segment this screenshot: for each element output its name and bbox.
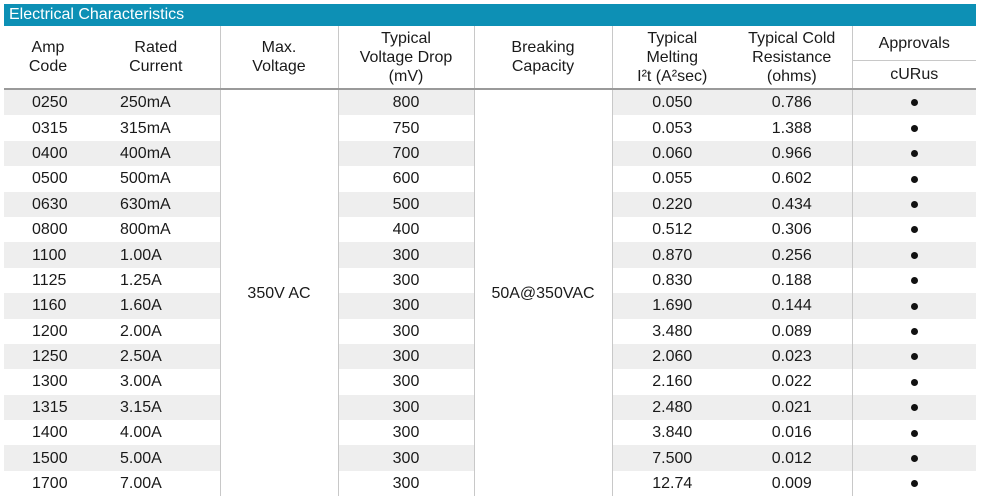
- approval-cell: [852, 268, 976, 293]
- characteristics-table: [4, 26, 976, 496]
- rated-current-cell: 2.00A: [120, 322, 162, 340]
- approval-cell: [852, 242, 976, 267]
- melting-cell: 0.512: [612, 217, 732, 242]
- cold-resistance-cell: 0.012: [732, 445, 852, 470]
- header-cold-resistance-line2: Resistance: [752, 48, 832, 66]
- cold-resistance-cell: 0.786: [732, 89, 852, 115]
- approved-dot-icon: [911, 201, 918, 208]
- header-rated-current-line1: Rated: [134, 39, 178, 56]
- header-rated-current-line2: Current: [129, 58, 183, 75]
- approval-cell: [852, 445, 976, 470]
- header-voltage-drop-line3: (mV): [388, 67, 424, 85]
- amp-code-cell: 1500: [4, 445, 92, 470]
- header-max-voltage-line2: Voltage: [252, 58, 306, 75]
- max-voltage-cell: 350V AC: [220, 89, 338, 496]
- approved-dot-icon: [911, 379, 918, 386]
- rated-current-cell: 1.00A: [92, 242, 220, 267]
- approval-cell: [852, 344, 976, 369]
- voltage-drop-cell: 400: [338, 217, 474, 242]
- rated-current-cell: 800mA: [120, 221, 171, 239]
- cold-resistance-cell: 0.089: [771, 322, 812, 340]
- cold-resistance-cell: 0.602: [771, 170, 812, 188]
- approval-cell: [852, 89, 976, 115]
- cold-resistance-cell: 0.009: [771, 475, 812, 493]
- amp-code-cell: 1315: [4, 395, 92, 420]
- breaking-capacity-cell: 50A@350VAC: [474, 89, 612, 496]
- voltage-drop-cell: 500: [338, 192, 474, 217]
- approved-dot-icon: [911, 430, 918, 437]
- header-max-voltage-line1: Max.: [261, 39, 297, 56]
- approval-cell: [852, 293, 976, 318]
- voltage-drop-cell: 300: [338, 242, 474, 267]
- melting-cell: 2.060: [612, 344, 732, 369]
- amp-code-cell: 0500: [32, 170, 68, 188]
- voltage-drop-cell: 300: [338, 293, 474, 318]
- approved-dot-icon: [911, 303, 918, 310]
- header-breaking-capacity-line1: Breaking: [511, 39, 575, 56]
- header-melting-line3: I²t (A²sec): [637, 67, 708, 85]
- amp-code-cell: 1300: [32, 373, 68, 391]
- amp-code-cell: 1700: [32, 475, 68, 493]
- header-cold-resistance: [732, 26, 852, 89]
- voltage-drop-cell: 300: [338, 445, 474, 470]
- rated-current-cell: 250mA: [92, 89, 220, 115]
- voltage-drop-cell: 700: [338, 141, 474, 166]
- header-breaking-capacity: [474, 26, 612, 89]
- header-approval-agency: cURus: [852, 61, 976, 90]
- cold-resistance-cell: 0.434: [732, 192, 852, 217]
- approved-dot-icon: [911, 277, 918, 284]
- voltage-drop-cell: 300: [338, 420, 474, 445]
- header-cold-resistance-line1: Typical Cold: [748, 29, 836, 47]
- amp-code-cell: 0250: [4, 89, 92, 115]
- approval-cell: [852, 471, 976, 496]
- voltage-drop-cell: 750: [338, 115, 474, 140]
- melting-cell: 0.830: [612, 268, 732, 293]
- melting-cell: 2.480: [612, 395, 732, 420]
- amp-code-cell: 1250: [4, 344, 92, 369]
- cold-resistance-cell: 0.023: [732, 344, 852, 369]
- electrical-characteristics-section: [4, 4, 976, 496]
- approval-cell: [852, 369, 976, 394]
- approved-dot-icon: [911, 328, 918, 335]
- approved-dot-icon: [911, 150, 918, 157]
- voltage-drop-cell: 300: [338, 344, 474, 369]
- header-approvals: Approvals: [852, 26, 976, 61]
- rated-current-cell: 630mA: [92, 192, 220, 217]
- approved-dot-icon: [911, 353, 918, 360]
- amp-code-cell: 0800: [32, 221, 68, 239]
- rated-current-cell: 4.00A: [120, 424, 162, 442]
- melting-cell: 7.500: [612, 445, 732, 470]
- approved-dot-icon: [911, 226, 918, 233]
- cold-resistance-cell: 0.188: [771, 271, 812, 289]
- amp-code-cell: 0630: [4, 192, 92, 217]
- header-max-voltage: [220, 26, 338, 89]
- header-cold-resistance-line3: (ohms): [766, 67, 817, 85]
- approval-cell: [852, 395, 976, 420]
- approved-dot-icon: [911, 176, 918, 183]
- amp-code-cell: 1400: [32, 424, 68, 442]
- header-melting: [612, 26, 732, 89]
- cold-resistance-cell: 1.388: [771, 119, 812, 137]
- cold-resistance-cell: 0.016: [771, 424, 812, 442]
- approved-dot-icon: [911, 125, 918, 132]
- melting-cell: 3.480: [612, 319, 732, 344]
- cold-resistance-cell: 0.966: [732, 141, 852, 166]
- melting-cell: 3.840: [612, 420, 732, 445]
- voltage-drop-cell: 300: [338, 268, 474, 293]
- approval-cell: [852, 420, 976, 445]
- header-voltage-drop: [338, 26, 474, 89]
- amp-code-cell: 0400: [4, 141, 92, 166]
- rated-current-cell: 7.00A: [120, 475, 162, 493]
- amp-code-cell: 1100: [4, 242, 92, 267]
- melting-cell: 0.050: [612, 89, 732, 115]
- melting-cell: 0.220: [612, 192, 732, 217]
- rated-current-cell: 5.00A: [92, 445, 220, 470]
- header-amp-code-line2: Code: [28, 58, 68, 75]
- approval-cell: [852, 115, 976, 140]
- voltage-drop-cell: 600: [338, 166, 474, 191]
- approval-cell: [852, 217, 976, 242]
- header-voltage-drop-line1: Typical: [381, 29, 431, 47]
- header-melting-line2: Melting: [646, 48, 699, 66]
- cold-resistance-cell: 0.022: [771, 373, 812, 391]
- approval-cell: [852, 166, 976, 191]
- voltage-drop-cell: 800: [338, 89, 474, 115]
- header-melting-line1: Typical: [647, 29, 698, 47]
- melting-cell: 1.690: [612, 293, 732, 318]
- voltage-drop-cell: 300: [338, 471, 474, 496]
- rated-current-cell: 1.25A: [120, 271, 162, 289]
- header-breaking-capacity-line2: Capacity: [511, 58, 575, 75]
- approved-dot-icon: [911, 455, 918, 462]
- rated-current-cell: 3.15A: [92, 395, 220, 420]
- table-body: [4, 89, 976, 496]
- cold-resistance-cell: 0.144: [732, 293, 852, 318]
- header-amp-code-line1: Amp: [31, 39, 65, 56]
- section-title: Electrical Characteristics: [4, 4, 976, 26]
- rated-current-cell: 400mA: [92, 141, 220, 166]
- voltage-drop-cell: 300: [338, 319, 474, 344]
- amp-code-cell: 1125: [32, 271, 67, 289]
- header-rated-current: [92, 26, 220, 89]
- rated-current-cell: 3.00A: [120, 373, 162, 391]
- rated-current-cell: 500mA: [120, 170, 171, 188]
- melting-cell: 2.160: [612, 369, 732, 394]
- header-amp-code: [4, 26, 92, 89]
- cold-resistance-cell: 0.256: [732, 242, 852, 267]
- approval-cell: [852, 319, 976, 344]
- rated-current-cell: 1.60A: [92, 293, 220, 318]
- melting-cell: 0.870: [612, 242, 732, 267]
- approved-dot-icon: [911, 99, 918, 106]
- approval-cell: [852, 192, 976, 217]
- melting-cell: 0.053: [612, 115, 732, 140]
- melting-cell: 0.055: [612, 166, 732, 191]
- approved-dot-icon: [911, 480, 918, 487]
- rated-current-cell: 2.50A: [92, 344, 220, 369]
- table-row: [4, 89, 976, 115]
- approved-dot-icon: [911, 252, 918, 259]
- voltage-drop-cell: 300: [338, 395, 474, 420]
- melting-cell: 0.060: [612, 141, 732, 166]
- voltage-drop-cell: 300: [338, 369, 474, 394]
- amp-code-cell: 1160: [4, 293, 92, 318]
- cold-resistance-cell: 0.021: [732, 395, 852, 420]
- approval-cell: [852, 141, 976, 166]
- approved-dot-icon: [911, 404, 918, 411]
- header-voltage-drop-line2: Voltage Drop: [359, 48, 453, 66]
- amp-code-cell: 1200: [32, 322, 68, 340]
- rated-current-cell: 315mA: [120, 119, 171, 137]
- amp-code-cell: 0315: [32, 119, 68, 137]
- melting-cell: 12.74: [612, 471, 732, 496]
- cold-resistance-cell: 0.306: [771, 221, 812, 239]
